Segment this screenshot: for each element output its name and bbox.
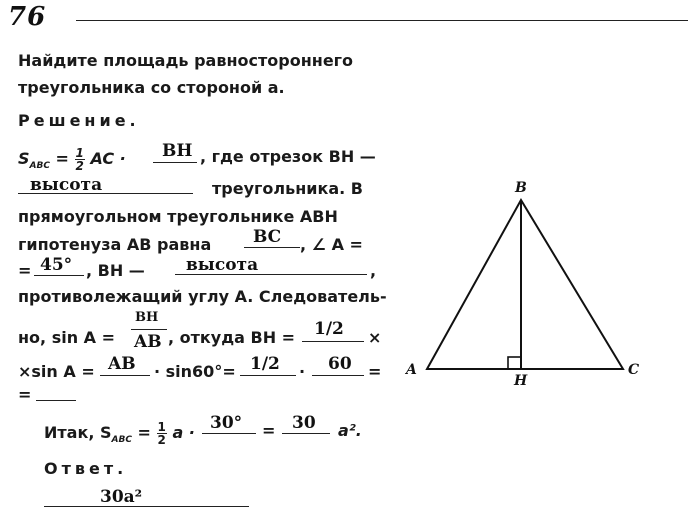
text-where-segment: , где отрезок BH — [200,147,376,166]
itak-a: a · [172,423,195,442]
solution-heading: Решение. [18,111,140,130]
blank-answer [44,506,249,507]
text-bh-dash: , BH — [86,261,145,280]
eq-prefix: = [18,261,32,280]
blank-60 [312,375,364,376]
area-formula-lhs [18,147,126,176]
itak-s: Итак, S [44,423,112,442]
text-sin-a: но, sin A = [18,328,116,347]
blank-half [302,341,364,342]
fill-height: высота [30,175,103,195]
text-angle-a: , ∠ A = [300,235,363,254]
text-of-triangle: треугольника. В [212,179,363,198]
equals-sign: = [49,149,75,168]
fraction-bar [131,329,167,330]
triangle-abc [427,200,623,369]
fill-half-2: 1/2 [250,354,280,374]
comma: , [370,261,377,280]
text-a-squared: a². [338,421,362,440]
frac-num: 1 [75,146,84,160]
text-whence: , откуда BH = [168,328,296,347]
fill-60: 60 [328,354,352,374]
text-sin60: · sin60°= [154,362,236,381]
fill-bc: BC [253,227,282,247]
blank-ab [100,375,150,376]
right-angle-mark [508,357,521,369]
text-right-triangle: прямоугольном треугольнике ABH [18,207,338,226]
vertex-label-b: B [515,180,527,196]
fill-30: 30 [292,413,316,433]
text-itak [44,421,195,450]
text-times-sin-a: ×sin A = [18,362,95,381]
fill-half: 1/2 [314,319,344,339]
blank-bh [153,162,197,163]
s-subscript: ABC [29,161,50,171]
fill-bh: BH [162,141,193,161]
blank-bc [244,247,300,248]
page-number: 76 [8,2,47,32]
blank-45 [34,275,84,276]
times-sign: × [368,328,382,347]
eq-mid: = [262,421,276,440]
s-symbol: S [18,149,30,168]
task-line-1: Найдите площадь равностороннего [18,51,354,70]
fill-30-deg: 30° [210,413,243,433]
blank-height [18,193,193,194]
task-line-2: треугольника со стороной a. [18,78,285,97]
blank-result [36,400,76,401]
frac-bh-top: BH [135,310,159,325]
vertex-label-c: C [628,362,640,378]
itak-half-fraction [157,421,167,446]
ac-dot: AC · [90,149,126,168]
answer-value: 30a² [100,487,143,507]
half-fraction [75,147,85,172]
eq-end: = [368,362,382,381]
vertex-label-a: A [406,362,417,378]
text-hypotenuse: гипотенуза AB равна [18,235,212,254]
frac-ab-bottom: AB [134,332,162,352]
blank-height-2 [175,274,367,275]
dot-sign: · [299,362,306,381]
text-opposite-angle: противолежащий углу A. Следователь- [18,287,387,306]
answer-heading: Ответ. [44,459,128,478]
frac-den: 2 [75,159,84,173]
header-rule [76,20,688,21]
itak-frac-num: 1 [157,420,166,434]
fill-45: 45° [40,255,73,275]
itak-subscript: ABC [111,435,132,445]
itak-equals: = [131,423,151,442]
blank-30 [282,433,330,434]
blank-30-deg [202,433,256,434]
itak-frac-den: 2 [157,433,166,447]
blank-half-2 [240,375,296,376]
foot-label-h: H [514,373,528,389]
fill-height-2: высота [186,255,259,275]
fill-ab: AB [108,354,136,374]
eq-start: = [18,385,32,404]
